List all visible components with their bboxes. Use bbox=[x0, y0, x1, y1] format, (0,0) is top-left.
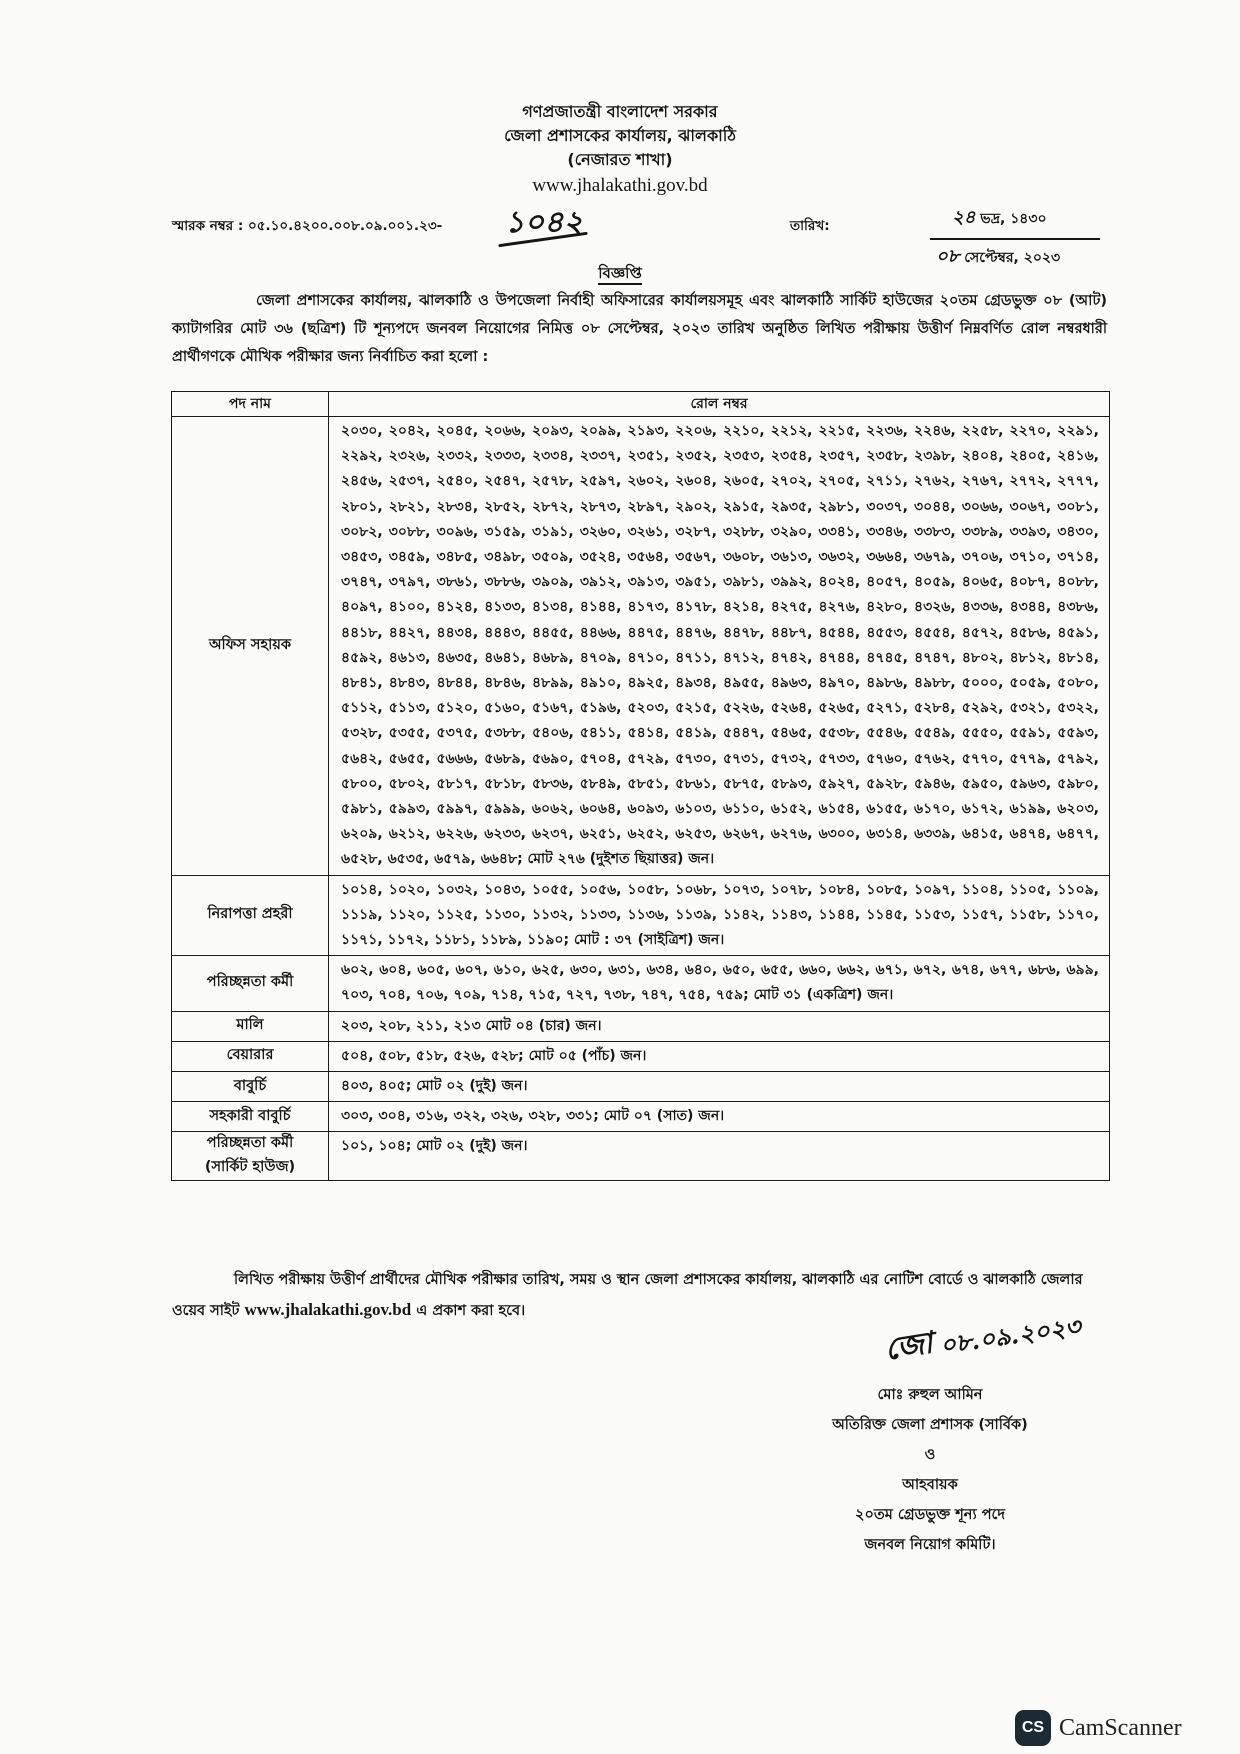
footer-text: লিখিত পরীক্ষায় উত্তীর্ণ প্রার্থীদের মৌখিক পরীক্ষার তারিখ, সময় ও স্থান জেলা প্রশাসকের কার্যালয়, ঝালকাঠি এর নোটিশ বোর্ডে ও ঝালকাঠি জেলার ওয়েব সাইট bbox=[172, 1272, 1083, 1319]
post-name bbox=[172, 1132, 329, 1181]
table-header-row bbox=[172, 392, 1110, 417]
roll-numbers: ১০১৪, ১০২০, ১০৩২, ১০৪৩, ১০৫৫, ১০৫৬, ১০৫৮, ১০৬৮, ১০৭৩, ১০৭৮, ১০৮৪, ১০৮৫, ১০৯৭, ১১০৪, ১১০৫, ১১০৯, ১১১৯, ১১২০, ১১২৫, ১১৩০, ১১৩২, ১১৩৩, ১১৩৬, ১১৩৯, ১১৪২, ১১৪৩, ১১৪৪, ১১৪৫, ১১৫৩, ১১৫৭, ১১৫৮, ১১৭০, ১১৭১, ১১৭২, ১১৮১, ১১৮৯, ১১৯০; মোট : ৩৭ (সাইত্রিশ) জন। bbox=[329, 875, 1110, 956]
column-header-roll: রোল নম্বর bbox=[329, 392, 1110, 417]
date-english-day: ০৮ bbox=[936, 246, 960, 267]
roll-numbers: ২০৩০, ২০৪২, ২০৪৫, ২০৬৬, ২০৯৩, ২০৯৯, ২১৯৩, ২২০৬, ২২১০, ২২১২, ২২১৫, ২২৩৬, ২২৪৬, ২২৫৮, ২২৭০, ২২৯১, ২২৯২, ২৩২৬, ২৩৩২, ২৩৩৩, ২৩৩৪, ২৩৩৭, ২৩৫১, ২৩৫২, ২৩৫৩, ২৩৫৪, ২৩৫৭, ২৩৫৮, ২৩৯৮, ২৪০৪, ২৪০৫, ২৪১৬, ২৪৫৬, ২৫৩৭, ২৫৪০, ২৫৪৭, ২৫৭৮, ২৫৯৭, ২৬০২, ২৬০৪, ২৬০৫, ২৭০২, ২৭০৫, ২৭১১, ২৭৬২, ২৭৬৭, ২৭৭২, ২৭৭৭, ২৮০১, ২৮২১, ২৮৩৪, ২৮৫২, ২৮৭২, ২৮৭৩, ২৮৯৭, ২৯০২, ২৯১৫, ২৯৩৫, ২৯৮১, ৩০৩৭, ৩০৪৪, ৩০৬৬, ৩০৬৭, ৩০৮১, ৩০৮২, ৩০৮৮, ৩০৯৬, ৩১৫৯, ৩১৯১, ৩২৬০, ৩২৬১, ৩২৮৭, ৩২৮৮, ৩২৯০, ৩৩৪১, ৩৩৪৬, ৩৩৮৩, ৩৩৮৯, ৩৩৯৩, ৩৪৩০, ৩৪৫৩, ৩৪৫৯, ৩৪৮৫, ৩৪৯৮, ৩৫০৯, ৩৫২৪, ৩৫৬৪, ৩৫৬৭, ৩৬০৮, ৩৬১৩, ৩৬৩২, ৩৬৬৪, ৩৬৭৯, ৩৭০৬, ৩৭১০, ৩৭১৪, ৩৭৪৭, ৩৭৯৭, ৩৮৬১, ৩৮৮৬, ৩৯০৯, ৩৯১২, ৩৯১৩, ৩৯৫১, ৩৯৮১, ৩৯৯২, ৪০২৪, ৪০৫৭, ৪০৫৯, ৪০৬৫, ৪০৮৭, ৪০৮৮, ৪০৯৭, ৪১০০, ৪১২৪, ৪১৩৩, ৪১৩৪, ৪১৪৪, ৪১৭৩, ৪১৭৮, ৪২১৪, ৪২৭৫, ৪২৭৬, ৪২৮০, ৪৩২৬, ৪৩৩৬, ৪৩৪৪, ৪৩৮৬, ৪৪১৮, ৪৪২৭, ৪৪৩৪, ৪৪৪৩, ৪৪৫৫, ৪৪৬৬, ৪৪৭৫, ৪৪৭৬, ৪৪৭৮, ৪৪৮৭, ৪৫৪৪, ৪৫৫৩, ৪৫৫৪, ৪৫৭২, ৪৫৮৬, ৪৫৯১, ৪৫৯২, ৪৬১৩, ৪৬৩৫, ৪৬৪১, ৪৬৮৯, ৪৭০৯, ৪৭১০, ৪৭১১, ৪৭১২, ৪৭৪২, ৪৭৪৪, ৪৭৪৫, ৪৭৪৭, ৪৮০২, ৪৮১২, ৪৮১৪, ৪৮৪১, ৪৮৪৩, ৪৮৪৪, ৪৮৪৬, ৪৮৯৯, ৪৯১০, ৪৯২৫, ৪৯৩৪, ৪৯৫৫, ৪৯৬৩, ৪৯৭০, ৪৯৮৬, ৪৯৮৮, ৫০০০, ৫০৫৯, ৫০৮০, ৫১১২, ৫১১৩, ৫১২০, ৫১৬০, ৫১৬৭, ৫১৯৬, ৫২০৩, ৫২১৫, ৫২২৬, ৫২৬৪, ৫২৬৫, ৫২৭১, ৫২৮৪, ৫২৯২, ৫৩২১, ৫৩২২, ৫৩২৮, ৫৩৫৫, ৫৩৭৫, ৫৩৮৮, ৫৪০৬, ৫৪১১, ৫৪১৪, ৫৪১৯, ৫৪৪৭, ৫৪৬৫, ৫৫৩৮, ৫৫৪৬, ৫৫৪৯, ৫৫৫০, ৫৫৯১, ৫৫৯৩, ৫৬৪২, ৫৬৫৫, ৫৬৬৬, ৫৬৮৯, ৫৬৯০, ৫৭০৪, ৫৭২৯, ৫৭৩০, ৫৭৩১, ৫৭৩২, ৫৭৩৩, ৫৭৬০, ৫৭৬২, ৫৭৭০, ৫৭৭৯, ৫৭৯২, ৫৮০০, ৫৮০২, ৫৮১৭, ৫৮১৮, ৫৮৩৬, ৫৮৪৯, ৫৮৫১, ৫৮৬১, ৫৮৭৫, ৫৮৯৩, ৫৯২৭, ৫৯২৮, ৫৯৪৬, ৫৯৫০, ৫৯৬৩, ৫৯৮০, ৫৯৮১, ৫৯৯৩, ৫৯৯৭, ৫৯৯৯, ৬০৬২, ৬০৬৪, ৬০৯৩, ৬১০৩, ৬১১০, ৬১৫২, ৬১৫৪, ৬১৫৫, ৬১৭০, ৬১৭২, ৬১৯৯, ৬২০৩, ৬২০৯, ৬২১২, ৬২২৬, ৬২৩৩, ৬২৩৭, ৬২৫১, ৬২৫২, ৬২৫৩, ৬২৬৭, ৬২৭৬, ৬৩০০, ৬৩১৪, ৬৩৩৯, ৬৪১৫, ৬৪৭৪, ৬৪৭৭, ৬৫২৮, ৬৫৩৫, ৬৫৭৯, ৬৬৪৮; মোট ২৭৬ (দুইশত ছিয়াত্তর) জন। bbox=[329, 417, 1110, 876]
office-name: জেলা প্রশাসকের কার্যালয়, ঝালকাঠি bbox=[504, 126, 736, 145]
signer-block bbox=[780, 1380, 1080, 1560]
date-bangla: ২৪ ভদ্র, ১৪৩০ bbox=[952, 207, 1047, 228]
committee-line2: জনবল নিয়োগ কমিটি। bbox=[864, 1537, 996, 1553]
roll-numbers: ৬০২, ৬০৪, ৬০৫, ৬০৭, ৬১০, ৬২৫, ৬৩০, ৬৩১, ৬৩৪, ৬৪০, ৬৫০, ৬৫৫, ৬৬০, ৬৬২, ৬৭১, ৬৭২, ৬৭৪, ৬৭৭, ৬৮৬, ৬৯৯, ৭০৩, ৭০৪, ৭০৬, ৭০৯, ৭১৪, ৭১৫, ৭২৭, ৭৩৮, ৭৪৭, ৭৫৪, ৭৫৯; মোট ৩১ (একত্রিশ) জন। bbox=[329, 956, 1110, 1011]
post-name-line2: (সার্কিট হাউজ) bbox=[204, 1159, 296, 1176]
memo-number-handwritten: ১০৪২ bbox=[505, 205, 583, 240]
table-row bbox=[172, 1102, 1110, 1132]
date-divider bbox=[930, 238, 1100, 240]
header-website: www.jhalakathi.gov.bd bbox=[532, 175, 708, 196]
memo-number-label: স্মারক নম্বর : ০৫.১০.৪২০০.০০৮.০৯.০০১.২৩- bbox=[172, 218, 443, 234]
date-label: তারিখ: bbox=[790, 218, 830, 234]
post-name: সহকারী বাবুর্চি bbox=[172, 1102, 329, 1132]
roll-numbers: ১০১, ১০৪; মোট ০২ (দুই) জন। bbox=[329, 1132, 1110, 1181]
post-name: বাবুর্চি bbox=[172, 1072, 329, 1102]
table-row bbox=[172, 1041, 1110, 1071]
footer-paragraph bbox=[172, 1265, 1107, 1326]
letterhead bbox=[0, 100, 1240, 198]
footer-website: www.jhalakathi.gov.bd bbox=[244, 1300, 412, 1319]
date-english: ০৮ সেপ্টেম্বর, ২০২৩ bbox=[936, 246, 1061, 267]
camscanner-watermark bbox=[1015, 1710, 1182, 1746]
committee-line1: ২০তম গ্রেডভুক্ত শূন্য পদে bbox=[855, 1507, 1005, 1523]
camscanner-text: CamScanner bbox=[1059, 1714, 1182, 1741]
roll-numbers: ৫০৪, ৫০৮, ৫১৮, ৫২৬, ৫২৮; মোট ০৫ (পাঁচ) জন। bbox=[329, 1041, 1110, 1071]
footer-tail: এ প্রকাশ করা হবে। bbox=[416, 1303, 526, 1319]
intro-paragraph: জেলা প্রশাসকের কার্যালয়, ঝালকাঠি ও উপজেলা নির্বাহী অফিসারের কার্যালয়সমূহ এবং ঝালকাঠি সার্কিট হাউজের ২০তম গ্রেডভুক্ত ০৮ (আট) ক্যাটাগরির মোট ৩৬ (ছত্রিশ) টি শূন্যপদে জনবল নিয়োগের নিমিত্ত ০৮ সেপ্টেম্বর, ২০২৩ তারিখ অনুষ্ঠিত লিখিত পরীক্ষায় উত্তীর্ণ নিম্নবর্ণিত রোল নম্বরধারী প্রার্থীগণকে মৌখিক পরীক্ষার জন্য নির্বাচিত করা হলো : bbox=[172, 293, 1107, 365]
notice-title: বিজ্ঞপ্তি bbox=[0, 262, 1240, 287]
signature-date: ০৮.০৯.২০২৩ bbox=[938, 1311, 1083, 1360]
table-row bbox=[172, 1072, 1110, 1102]
table-row bbox=[172, 956, 1110, 1011]
post-name: নিরাপত্তা প্রহরী bbox=[172, 875, 329, 956]
camscanner-logo-icon: CS bbox=[1015, 1710, 1051, 1746]
government-name: গণপ্রজাতন্ত্রী বাংলাদেশ সরকার bbox=[522, 102, 718, 121]
signature: জো bbox=[882, 1325, 936, 1368]
roll-number-table bbox=[171, 391, 1110, 1181]
date-bangla-day: ২৪ bbox=[952, 207, 976, 228]
roll-numbers: ৩০৩, ৩০৪, ৩১৬, ৩২২, ৩২৬, ৩২৮, ৩৩১; মোট ০৭ (সাত) জন। bbox=[329, 1102, 1110, 1132]
post-name: বেয়ারার bbox=[172, 1041, 329, 1071]
signer-designation: অতিরিক্ত জেলা প্রশাসক (সার্বিক) bbox=[832, 1417, 1028, 1433]
table-row bbox=[172, 417, 1110, 876]
column-header-post: পদ নাম bbox=[172, 392, 329, 417]
signer-role: আহবায়ক bbox=[902, 1477, 958, 1493]
post-name: মালি bbox=[172, 1011, 329, 1041]
signer-name: মোঃ রুহুল আমিন bbox=[877, 1387, 983, 1403]
table-row bbox=[172, 1011, 1110, 1041]
roll-numbers: ৪০৩, ৪০৫; মোট ০২ (দুই) জন। bbox=[329, 1072, 1110, 1102]
post-name: অফিস সহায়ক bbox=[172, 417, 329, 876]
table-row bbox=[172, 875, 1110, 956]
section-name: (নেজারত শাখা) bbox=[567, 150, 673, 169]
table-row bbox=[172, 1132, 1110, 1181]
post-name: পরিচ্ছন্নতা কর্মী bbox=[172, 956, 329, 1011]
roll-numbers: ২০৩, ২০৮, ২১১, ২১৩ মোট ০৪ (চার) জন। bbox=[329, 1011, 1110, 1041]
signer-and: ও bbox=[924, 1447, 936, 1463]
post-name-line1: পরিচ্ছন্নতা কর্মী bbox=[206, 1135, 294, 1152]
